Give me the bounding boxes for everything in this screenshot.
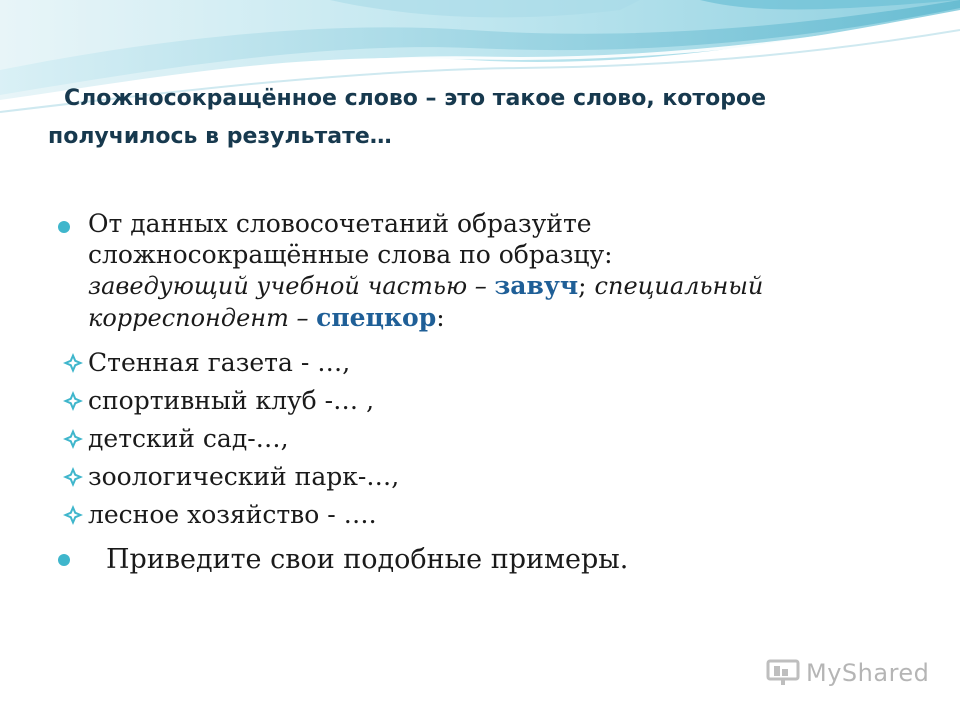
- closing-item: [58, 540, 918, 580]
- list-item-text: зоологический парк-…,: [88, 462, 400, 491]
- diamond-bullet-icon: [62, 352, 84, 374]
- closing-text: Приведите свои подобные примеры.: [106, 544, 629, 575]
- presentation-board-icon: [766, 658, 800, 688]
- example-1-word: завуч: [494, 271, 579, 300]
- example-1-prefix: заведующий учебной частью –: [88, 272, 495, 300]
- title-line-1: Сложносокращённое слово – это такое слово, которое: [64, 86, 767, 111]
- example-colon: :: [436, 303, 445, 332]
- example-2-continuation: корреспондент –: [88, 304, 317, 332]
- list-item: [58, 458, 918, 496]
- logo-text: MyShared: [806, 659, 930, 687]
- intro-line-1: От данных словосочетаний образуйте: [88, 209, 592, 238]
- list-item: [58, 344, 918, 382]
- example-2-prefix: специальный: [594, 272, 764, 300]
- list-item: [58, 496, 918, 534]
- example-separator: ;: [578, 271, 595, 300]
- slide-title: [48, 80, 908, 156]
- list-item: [58, 382, 918, 420]
- diamond-bullet-icon: [62, 504, 84, 526]
- intro-line-2: сложносокращённые слова по образцу:: [88, 240, 613, 269]
- list-item-text: детский сад-…,: [88, 424, 289, 453]
- intro-item: [58, 208, 918, 334]
- example-2-word: спецкор: [316, 303, 437, 332]
- myshared-logo: [766, 656, 929, 690]
- round-bullet-icon: [58, 221, 70, 233]
- diamond-bullet-icon: [62, 466, 84, 488]
- list-item-text: Стенная газета - …,: [88, 348, 351, 377]
- slide-content: [58, 208, 918, 580]
- diamond-bullet-icon: [62, 390, 84, 412]
- round-bullet-icon: [58, 554, 70, 566]
- diamond-bullet-icon: [62, 428, 84, 450]
- list-item-text: лесное хозяйство - ….: [88, 500, 377, 529]
- list-item-text: спортивный клуб -… ,: [88, 386, 375, 415]
- intro-paragraph: [88, 208, 918, 334]
- title-line-2: получилось в результате…: [48, 124, 392, 149]
- list-item: [58, 420, 918, 458]
